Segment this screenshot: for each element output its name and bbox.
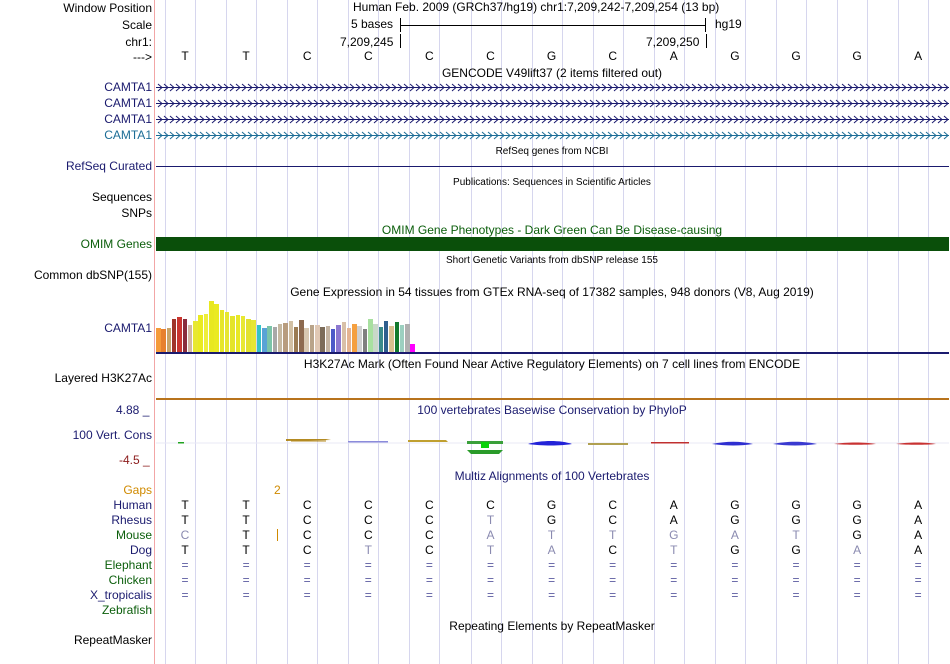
multiz-base: A (669, 498, 678, 512)
conservation-label[interactable]: 100 Vert. Cons (72, 428, 152, 442)
omim-label[interactable]: OMIM Genes (80, 237, 152, 251)
arrow-label: ---> (133, 50, 152, 64)
multiz-base: A (914, 498, 923, 512)
multiz-species-label[interactable]: Mouse (115, 528, 152, 542)
multiz-base: = (670, 588, 678, 602)
gtex-tissue-bar[interactable] (257, 325, 262, 352)
gtex-tissue-bar[interactable] (326, 326, 331, 352)
gtex-tissue-bar[interactable] (347, 328, 352, 352)
multiz-base: = (486, 573, 494, 587)
gtex-tissue-bar[interactable] (236, 315, 241, 352)
gtex-tissue-bar[interactable] (230, 316, 235, 352)
multiz-base: = (548, 588, 556, 602)
multiz-base: = (303, 558, 311, 572)
gtex-expression-bars[interactable] (156, 298, 536, 352)
reference-base: T (181, 49, 189, 63)
multiz-base: = (853, 558, 861, 572)
gtex-label[interactable]: CAMTA1 (104, 321, 152, 335)
multiz-base: C (425, 498, 434, 512)
gaps-value: 2 (274, 483, 281, 497)
multiz-base: C (302, 528, 312, 542)
multiz-base: C (180, 528, 190, 542)
multiz-base: A (547, 543, 556, 557)
multiz-species-label[interactable]: Rhesus (111, 513, 152, 527)
multiz-base: = (181, 558, 189, 572)
gtex-tissue-bar[interactable] (357, 326, 362, 352)
gtex-tissue-bar[interactable] (225, 312, 230, 352)
multiz-base: = (731, 573, 739, 587)
multiz-base: T (364, 543, 372, 557)
multiz-base: C (363, 528, 373, 542)
coord-right: 7,209,250 (646, 35, 700, 49)
gtex-tissue-bar[interactable] (400, 325, 405, 352)
multiz-base: C (608, 513, 618, 527)
gtex-tissue-bar[interactable] (320, 327, 325, 352)
gtex-tissue-bar[interactable] (262, 328, 267, 352)
multiz-base: = (609, 558, 617, 572)
db-text: hg19 (715, 17, 742, 31)
multiz-base: A (914, 543, 923, 557)
reference-base: C (425, 49, 434, 63)
multiz-base: = (853, 588, 861, 602)
multiz-base: = (303, 573, 311, 587)
multiz-base: C (608, 498, 618, 512)
gencode-title[interactable]: GENCODE V49lift37 (2 items filtered out) (441, 66, 663, 80)
omim-title[interactable]: OMIM Gene Phenotypes - Dark Green Can Be Disease-causing (381, 223, 723, 237)
multiz-base: G (546, 513, 557, 527)
scale-text: 5 bases (351, 17, 394, 31)
h3k27ac-title[interactable]: H3K27Ac Mark (Often Found Near Active Regulatory Elements) on 7 cell lines from ENCODE (303, 357, 801, 371)
multiz-base: C (302, 498, 312, 512)
multiz-base: C (363, 513, 373, 527)
multiz-base: = (670, 573, 678, 587)
gtex-tissue-bar[interactable] (310, 325, 315, 352)
gtex-tissue-bar[interactable] (267, 326, 272, 352)
multiz-base: = (548, 558, 556, 572)
conservation-graph[interactable] (156, 430, 949, 456)
multiz-base: T (242, 543, 250, 557)
repeatmasker-label[interactable]: RepeatMasker (73, 633, 152, 647)
gtex-tissue-bar[interactable] (384, 321, 389, 352)
omim-gene-bar[interactable] (156, 237, 949, 251)
gtex-tissue-bar[interactable] (299, 320, 304, 352)
gencode-transcript-line[interactable] (156, 99, 949, 109)
gtex-tissue-bar[interactable] (183, 319, 188, 352)
conservation-ymin: -4.5 _ (119, 453, 150, 467)
gtex-tissue-bar[interactable] (294, 327, 299, 352)
gtex-tissue-bar[interactable] (209, 301, 214, 352)
multiz-base: G (791, 498, 801, 512)
gencode-transcript-line[interactable] (156, 115, 949, 125)
multiz-base: G (791, 543, 801, 557)
gtex-tissue-bar[interactable] (167, 328, 172, 352)
multiz-base: T (242, 513, 250, 527)
dbsnp-title[interactable]: Short Genetic Variants from dbSNP release 155 (446, 255, 658, 266)
multiz-base: G (730, 498, 740, 512)
multiz-species-label[interactable]: Zebrafish (101, 603, 152, 617)
reference-base: A (669, 49, 678, 63)
multiz-base: C (425, 543, 434, 557)
reference-base: C (302, 49, 312, 63)
coord-right-tick (706, 34, 707, 48)
multiz-species-label[interactable]: Elephant (104, 558, 152, 572)
gtex-tissue-bar[interactable] (251, 320, 256, 352)
multiz-base: C (425, 528, 434, 542)
gtex-tissue-bar[interactable] (373, 324, 378, 352)
gencode-transcript-label[interactable]: CAMTA1 (104, 80, 152, 94)
gtex-baseline (156, 352, 949, 354)
multiz-base: = (364, 558, 372, 572)
gtex-tissue-bar[interactable] (214, 304, 219, 352)
multiz-title[interactable]: Multiz Alignments of 100 Vertebrates (454, 469, 650, 483)
gtex-tissue-bar[interactable] (389, 326, 394, 352)
multiz-base: G (730, 513, 740, 527)
gtex-tissue-bar[interactable] (246, 319, 251, 352)
multiz-base: A (853, 543, 862, 557)
multiz-base: = (242, 588, 250, 602)
gencode-transcript-label[interactable]: CAMTA1 (104, 96, 152, 110)
gtex-tissue-bar[interactable] (278, 324, 283, 352)
multiz-base: = (914, 558, 922, 572)
multiz-base: T (242, 498, 250, 512)
multiz-base: G (852, 528, 862, 542)
multiz-base: = (364, 573, 372, 587)
reference-base: G (791, 49, 801, 63)
publications-sequences-label[interactable]: Sequences (91, 190, 152, 204)
multiz-base: = (792, 588, 800, 602)
multiz-base: G (730, 543, 740, 557)
reference-base: C (608, 49, 618, 63)
multiz-base: T (181, 513, 189, 527)
multiz-base: = (792, 573, 800, 587)
gtex-tissue-bar[interactable] (177, 317, 182, 352)
multiz-species-label[interactable]: Dog (129, 543, 152, 557)
gaps-label[interactable]: Gaps (123, 483, 152, 497)
multiz-base: C (486, 498, 495, 512)
multiz-base: = (242, 573, 250, 587)
multiz-species-label[interactable]: Chicken (108, 573, 152, 587)
mouse-insertion-marker (277, 529, 278, 541)
multiz-base: = (425, 558, 433, 572)
multiz-base: A (486, 528, 495, 542)
gtex-tissue-bar[interactable] (193, 321, 198, 352)
multiz-base: = (364, 588, 372, 602)
multiz-base: C (425, 513, 434, 527)
gtex-tissue-bar[interactable] (188, 325, 193, 352)
multiz-base: = (425, 588, 433, 602)
multiz-base: C (363, 498, 373, 512)
multiz-base: T (181, 498, 189, 512)
multiz-base: G (852, 498, 862, 512)
refseq-line[interactable] (156, 166, 949, 167)
multiz-species-label[interactable]: Human (113, 498, 152, 512)
multiz-base: = (731, 588, 739, 602)
multiz-base: = (914, 588, 922, 602)
reference-base: C (486, 49, 495, 63)
multiz-base: = (242, 558, 250, 572)
assembly-position-text[interactable]: Human Feb. 2009 (GRCh37/hg19) chr1:7,209,242-7,209,254 (13 bp) (353, 0, 720, 14)
refseq-label[interactable]: RefSeq Curated (65, 159, 152, 173)
gtex-tissue-bar[interactable] (342, 322, 347, 352)
multiz-base: = (303, 588, 311, 602)
multiz-base: T (670, 543, 678, 557)
multiz-base: G (546, 498, 557, 512)
multiz-base: = (853, 573, 861, 587)
multiz-base: = (486, 558, 494, 572)
gtex-tissue-bar[interactable] (395, 322, 400, 352)
multiz-base: = (425, 573, 433, 587)
reference-base: G (546, 49, 557, 63)
coord-left-tick (400, 34, 401, 48)
gtex-tissue-bar[interactable] (241, 316, 246, 352)
reference-sequence (0, 49, 950, 63)
gtex-tissue-bar[interactable] (289, 321, 294, 352)
gtex-tissue-bar[interactable] (156, 328, 161, 352)
publications-snps-label[interactable]: SNPs (121, 206, 152, 220)
gtex-tissue-bar[interactable] (405, 324, 410, 352)
gtex-tissue-bar[interactable] (204, 314, 209, 352)
h3k27ac-label[interactable]: Layered H3K27Ac (54, 371, 152, 385)
multiz-base: G (791, 513, 801, 527)
multiz-base: = (548, 573, 556, 587)
gtex-tissue-bar[interactable] (363, 329, 368, 352)
reference-base: A (914, 49, 923, 63)
gtex-tissue-bar[interactable] (220, 310, 225, 352)
multiz-base: T (609, 528, 617, 542)
coord-left: 7,209,245 (340, 35, 394, 49)
multiz-base: = (609, 573, 617, 587)
gtex-tissue-bar[interactable] (283, 323, 288, 352)
multiz-base: C (302, 513, 312, 527)
scale-bar (400, 18, 706, 32)
gencode-transcript-line[interactable] (156, 131, 949, 141)
publications-title[interactable]: Publications: Sequences in Scientific Articles (453, 177, 651, 188)
multiz-base: G (669, 528, 679, 542)
multiz-base: = (914, 573, 922, 587)
scale-label: Scale (121, 18, 152, 32)
multiz-base: A (669, 513, 678, 527)
gtex-tissue-bar[interactable] (315, 325, 320, 352)
chrom-label: chr1: (125, 35, 152, 49)
multiz-base: = (731, 558, 739, 572)
gtex-tissue-bar[interactable] (273, 327, 278, 352)
multiz-base: A (730, 528, 739, 542)
multiz-base: T (792, 528, 800, 542)
multiz-base: C (608, 543, 618, 557)
multiz-base: = (181, 573, 189, 587)
gtex-tissue-bar[interactable] (336, 325, 341, 352)
gencode-transcript-line[interactable] (156, 83, 949, 93)
gtex-tissue-bar[interactable] (410, 344, 415, 352)
multiz-base: = (609, 588, 617, 602)
h3k27ac-signal[interactable] (156, 398, 949, 400)
refseq-title[interactable]: RefSeq genes from NCBI (495, 146, 609, 157)
reference-base: G (852, 49, 862, 63)
multiz-base: = (486, 588, 494, 602)
conservation-title[interactable]: 100 vertebrates Basewise Conservation by PhyloP (417, 403, 687, 417)
multiz-base: A (914, 528, 923, 542)
repeatmasker-title[interactable]: Repeating Elements by RepeatMasker (449, 619, 655, 633)
multiz-base: = (181, 588, 189, 602)
multiz-base: T (242, 528, 250, 542)
gtex-title[interactable]: Gene Expression in 54 tissues from GTEx RNA-seq of 17382 samples, 948 donors (V8, Aug 2019) (290, 285, 814, 299)
gtex-tissue-bar[interactable] (304, 328, 309, 352)
multiz-base: T (486, 513, 495, 527)
multiz-base: G (852, 513, 862, 527)
multiz-base: T (181, 543, 189, 557)
multiz-base: A (914, 513, 923, 527)
multiz-base: = (670, 558, 678, 572)
multiz-species-label[interactable]: X_tropicalis (89, 588, 152, 602)
window-position-label: Window Position (63, 1, 152, 15)
dbsnp-label[interactable]: Common dbSNP(155) (33, 268, 152, 282)
multiz-base: T (547, 528, 556, 542)
gtex-tissue-bar[interactable] (198, 315, 203, 352)
reference-base: G (730, 49, 740, 63)
gencode-transcript-label[interactable]: CAMTA1 (104, 128, 152, 142)
gtex-tissue-bar[interactable] (379, 327, 384, 352)
reference-base: C (363, 49, 373, 63)
gtex-tissue-bar[interactable] (368, 319, 373, 352)
gtex-tissue-bar[interactable] (352, 324, 357, 352)
multiz-base: C (302, 543, 312, 557)
gtex-tissue-bar[interactable] (331, 329, 336, 352)
multiz-base: = (792, 558, 800, 572)
conservation-ymax: 4.88 _ (116, 403, 150, 417)
gencode-transcript-label[interactable]: CAMTA1 (104, 112, 152, 126)
multiz-base: T (486, 543, 495, 557)
gtex-tissue-bar[interactable] (161, 329, 166, 352)
reference-base: T (242, 49, 250, 63)
gtex-tissue-bar[interactable] (172, 319, 177, 352)
